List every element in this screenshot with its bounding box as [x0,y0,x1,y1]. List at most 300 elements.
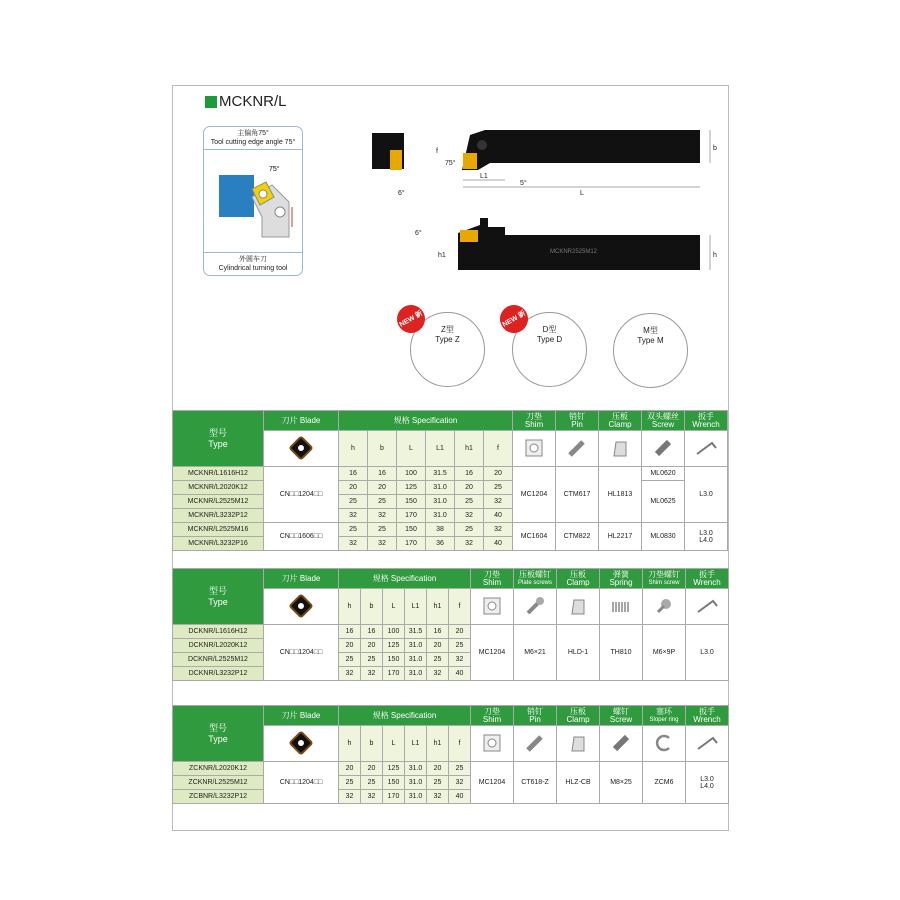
wrench-icon [695,594,719,618]
type-cell: DCKNR/L3232P12 [173,667,264,681]
part-header-text: 刀垫 [484,569,500,579]
pin-icon [523,731,547,755]
plate-screw-icon [523,594,547,618]
spec-cell: 32 [484,495,513,509]
angle-5-label: 5° [520,180,527,187]
table-row [173,762,729,776]
spec-col-header: L [383,589,405,625]
angle-label: 75° [269,166,280,173]
angle-cn: 主偏角75° [237,130,269,137]
spec-cell: 31.0 [405,776,427,790]
spec-cell: 125 [383,639,405,653]
part-header-text: Plate screws [517,579,552,586]
part-header-text: Clamp [608,419,632,429]
part-header [686,569,729,589]
part-value: HL2217 [607,533,633,540]
part-cell [556,467,599,523]
spec-cell: 31.0 [405,653,427,667]
spring-icon [609,594,633,618]
spec-col-header: h [339,589,361,625]
spec-header: 规格 Specification [339,569,471,589]
spec-cell: 25 [427,776,449,790]
type-cell: DCKNR/L2020K12 [173,639,264,653]
part-cell [686,762,729,804]
part-image [471,589,514,625]
type-m-en: Type M [637,336,664,345]
h1-label: h1 [438,252,446,259]
header-row [173,569,729,589]
part-header-text: 刀垫 [484,706,500,716]
part-cell [599,523,642,551]
shim-icon [522,436,546,460]
part-value: M8×25 [610,779,632,786]
spec-cell: 25 [449,762,471,776]
spec-cell: 150 [397,495,426,509]
part-image [686,726,729,762]
spec-cell: 25 [449,639,471,653]
part-value: ML0830 [650,533,676,540]
part-value: M6×21 [524,649,546,656]
spec-cell: 40 [484,537,513,551]
spec-cell: 20 [455,481,484,495]
spec-cell: 32 [455,509,484,523]
spec-cell: 32 [361,667,383,681]
table-row [173,481,728,495]
part-value: L3.0 [700,775,714,783]
angle-info-box [203,126,303,276]
spec-cell: 20 [427,639,449,653]
part-header-text: Shim [482,577,502,587]
type-header-text: Type [208,438,228,449]
part-value: L3.0 [699,529,713,537]
green-square-icon [205,96,217,108]
part-header [686,706,729,726]
spec-cell: 25 [368,523,397,537]
part-image [599,431,642,467]
type-cell: DCKNR/L2525M12 [173,653,264,667]
type-cell: MCKNR/L2525M12 [173,495,264,509]
spec-cell: 16 [361,625,383,639]
part-value: CTM822 [563,533,591,540]
part-header [514,569,557,589]
part-header-text: 销钉 [569,411,585,421]
blade-cell: CN□□1204□□ [264,467,339,523]
spec-cell: 16 [339,625,361,639]
type-z-cn: Z型 [441,325,454,334]
type-d-en: Type D [536,335,563,344]
spec-cell: 20 [484,467,513,481]
part-header-text: 扳手 [699,569,715,579]
part-image [471,726,514,762]
spec-cell: 25 [339,495,368,509]
shim-icon [480,594,504,618]
b-label: b [713,145,717,152]
tool-holder-drawing [370,125,717,275]
part-header-text: Sloper ring [649,716,679,723]
spec-cell: 16 [368,467,397,481]
part-cell [471,762,514,804]
ring-icon [652,731,676,755]
insert-icon [288,435,313,460]
spec-cell: 40 [449,790,471,804]
type-header [173,411,264,467]
spec-col-header: b [368,431,397,467]
spec-cell: 20 [449,625,471,639]
part-header-text: 弹簧 [613,569,629,579]
spec-cell: 32 [368,509,397,523]
part-header-text: Shim [482,714,502,724]
type-header [173,569,264,625]
spec-col-header: h [339,726,361,762]
spec-cell: 31.0 [426,481,455,495]
wrench-icon [694,436,718,460]
spec-cell: 150 [383,776,405,790]
part-header-text: 刀垫 [526,411,542,421]
part-header-text: 刀垫螺钉 [648,569,680,579]
part-image [557,726,600,762]
type-m-card [613,313,688,388]
spec-col-header: f [449,726,471,762]
part-header [643,706,686,726]
type-header-text: Type [208,733,228,744]
L-label: L [580,190,584,197]
part-header-text: Clamp [566,577,590,587]
part-cell [514,762,557,804]
part-header [642,411,685,431]
part-header-text: 销钉 [527,706,543,716]
spec-cell: 125 [383,762,405,776]
spec-cell: 32 [427,790,449,804]
part-value: HLZ-CB [565,779,591,786]
spec-col-header: h [339,431,368,467]
spec-cell: 20 [361,762,383,776]
spec-cell: 31.0 [426,509,455,523]
spec-cell: 25 [455,495,484,509]
spec-col-header: b [361,726,383,762]
part-value: HL1813 [607,491,633,498]
spec-cell: 32 [484,523,513,537]
table-row [173,523,728,537]
part-header-text: Screw [609,714,633,724]
spec-cell: 25 [339,523,368,537]
part-header-text: Shim screw [648,579,680,586]
spec-cell: 32 [449,776,471,790]
angle-6-label: 6° [398,190,405,197]
part-header-text: 扳手 [698,411,714,421]
spec-col-header: h1 [427,726,449,762]
part-header-text: Pin [571,419,583,429]
table-row [173,467,728,481]
f-label: f [436,148,438,155]
part-cell [556,523,599,551]
part-header [643,569,686,589]
part-value: L3.0 [700,649,714,656]
spec-header: 规格 Specification [339,411,513,431]
spec-col-header: f [484,431,513,467]
spec-cell: 25 [361,653,383,667]
spec-cell: 20 [339,762,361,776]
type-header-text: 型号 [208,427,227,438]
part-cell [685,523,728,551]
spec-cell: 25 [484,481,513,495]
part-value: HLD-1 [567,649,589,656]
spec-cell: 16 [427,625,449,639]
part-header [557,569,600,589]
part-header [513,411,556,431]
angle-en: Tool cutting edge angle 75° [210,139,296,146]
screw-cell: ML0620 [642,467,685,481]
part-header [556,411,599,431]
type-header-text: Type [208,596,228,607]
spec-cell: 150 [383,653,405,667]
part-image [514,589,557,625]
blade-image [264,726,339,762]
type-header [173,706,264,762]
part-header-text: Spring [609,577,633,587]
shim-icon [480,731,504,755]
blade-cell: CN□□1204□□ [264,625,339,681]
dcknr-spec-table [172,568,729,681]
spec-cell: 31.0 [405,667,427,681]
screw-icon [651,436,675,460]
part-value: L4.0 [699,536,713,544]
part-header-text: 双头螺丝 [647,411,679,421]
spec-cell: 32 [449,653,471,667]
spec-col-header: b [361,589,383,625]
part-value: M6×9P [652,649,676,656]
part-cell [643,762,686,804]
part-header-text: 扳手 [699,706,715,716]
spec-cell: 20 [339,639,361,653]
part-header-text: 塞环 [656,706,672,716]
spec-cell: 31.0 [405,790,427,804]
spec-cell: 100 [383,625,405,639]
part-image [557,589,600,625]
spec-cell: 170 [383,667,405,681]
type-m-cn: M型 [643,326,658,335]
part-header-text: Wrench [692,419,720,429]
part-header-text: 螺钉 [613,706,629,716]
spec-cell: 31.0 [405,639,427,653]
part-image [643,589,686,625]
spec-cell: 32 [339,509,368,523]
part-header-text: 压板 [612,411,628,421]
spec-cell: 25 [427,653,449,667]
part-cell [513,467,556,523]
blade-header: 刀片 Blade [264,706,339,726]
part-header [600,569,643,589]
part-image [642,431,685,467]
angle-75-label: 75° [445,160,456,167]
part-header [599,411,642,431]
spec-col-header: h1 [455,431,484,467]
section-title [205,93,287,110]
part-value: MC1604 [520,533,548,540]
part-header-text: Pin [529,714,541,724]
title-text: MCKNR/L [219,93,287,110]
spec-col-header: L1 [405,589,427,625]
spec-cell: 32 [339,667,361,681]
header-row [173,706,729,726]
part-cell [686,625,729,681]
spec-cell: 170 [383,790,405,804]
spec-cell: 40 [484,509,513,523]
part-value: MC1204 [478,779,506,786]
type-d-cn: D型 [542,325,557,334]
part-header-text: 压板 [570,706,586,716]
blade-image [264,431,339,467]
spec-col-header: h1 [427,589,449,625]
part-header-text: Wrench [693,577,721,587]
spec-cell: 32 [455,537,484,551]
insert-icon [288,593,313,618]
part-image [600,726,643,762]
type-cell: ZCKNR/L2020K12 [173,762,264,776]
part-header [600,706,643,726]
part-cell [600,625,643,681]
type-cell: MCKNR/L1616H12 [173,467,264,481]
spec-cell: 20 [361,639,383,653]
part-value: MC1204 [478,649,506,656]
spec-col-header: L [383,726,405,762]
spec-cell: 25 [339,776,361,790]
type-cell: MCKNR/L2525M16 [173,523,264,537]
spec-cell: 38 [426,523,455,537]
part-header [471,706,514,726]
part-cell [557,625,600,681]
type-cell: DCKNR/L1616H12 [173,625,264,639]
spec-cell: 170 [397,509,426,523]
part-image [686,589,729,625]
part-value: ZCM6 [654,779,674,786]
type-header-text: 型号 [208,722,227,733]
wrench-icon [695,731,719,755]
type-cell: MCKNR/L3232P12 [173,509,264,523]
spec-cell: 100 [397,467,426,481]
part-cell [685,467,728,523]
part-image [685,431,728,467]
blade-cell: CN□□1204□□ [264,762,339,804]
clamp-icon [566,594,590,618]
L1-label: L1 [480,173,488,180]
spec-col-header: L [397,431,426,467]
part-cell [557,762,600,804]
angle-6b-label: 6° [415,230,422,237]
shim-screw-icon [652,594,676,618]
spec-cell: 25 [455,523,484,537]
spec-cell: 125 [397,481,426,495]
spec-cell: 32 [368,537,397,551]
part-header-text: Clamp [566,714,590,724]
spec-cell: 16 [339,467,368,481]
insert-icon [288,730,313,755]
clamp-icon [608,436,632,460]
spec-cell: 20 [427,762,449,776]
blade-cell: CN□□1606□□ [264,523,339,551]
part-cell [513,523,556,551]
part-header [471,569,514,589]
part-header-text: Screw [651,419,675,429]
spec-cell: 32 [339,537,368,551]
part-image [513,431,556,467]
part-header-text: 压板螺钉 [519,569,551,579]
part-cell [599,467,642,523]
new-badge: NEW 新 [392,300,430,338]
spec-cell: 25 [339,653,361,667]
tool-type-cn: 外圆车刀 [239,256,267,263]
part-image [600,589,643,625]
part-header [557,706,600,726]
type-cell: MCKNR/L3232P16 [173,537,264,551]
header-row [173,411,728,431]
screw-icon [609,731,633,755]
spec-cell: 36 [426,537,455,551]
part-cell [642,523,685,551]
turning-diagram-icon [214,157,294,242]
zcknr-spec-table [172,705,729,804]
spec-cell: 32 [361,790,383,804]
spec-header: 规格 Specification [339,706,471,726]
part-image [556,431,599,467]
part-cell [514,625,557,681]
type-cell: ZCKNR/L2525M12 [173,776,264,790]
spec-cell: 20 [368,481,397,495]
part-cell [471,625,514,681]
spec-cell: 32 [339,790,361,804]
screw-cell: ML0625 [642,481,685,523]
mcknr-spec-table [172,410,728,551]
spec-cell: 31.5 [405,625,427,639]
pin-icon [565,436,589,460]
spec-cell: 25 [361,776,383,790]
blade-image [264,589,339,625]
tool-type-en: Cylindrical turning tool [218,265,288,272]
type-cell: MCKNR/L2020K12 [173,481,264,495]
part-header-text: 压板 [570,569,586,579]
spec-col-header: f [449,589,471,625]
spec-cell: 31.0 [426,495,455,509]
part-image [514,726,557,762]
spec-col-header: L1 [405,726,427,762]
h-label: h [713,252,717,259]
spec-cell: 150 [397,523,426,537]
part-value: MC1204 [520,491,548,498]
part-value: TH810 [610,649,632,656]
part-cell [600,762,643,804]
part-value: CT618-Z [521,779,549,786]
clamp-icon [566,731,590,755]
part-value: CTM617 [563,491,591,498]
spec-cell: 40 [449,667,471,681]
new-badge: NEW 新 [495,300,533,338]
part-header [685,411,728,431]
engraving-text: MCKNR2525M12 [550,249,598,255]
type-cell: ZCBNR/L3232P12 [173,790,264,804]
spec-cell: 31.5 [426,467,455,481]
spec-cell: 16 [455,467,484,481]
part-image [643,726,686,762]
part-header-text: Wrench [693,714,721,724]
part-header-text: Shim [524,419,544,429]
blade-header: 刀片 Blade [264,411,339,431]
type-header-text: 型号 [208,585,227,596]
spec-col-header: L1 [426,431,455,467]
part-header [514,706,557,726]
part-cell [643,625,686,681]
blade-header: 刀片 Blade [264,569,339,589]
spec-cell: 31.0 [405,762,427,776]
spec-cell: 25 [368,495,397,509]
